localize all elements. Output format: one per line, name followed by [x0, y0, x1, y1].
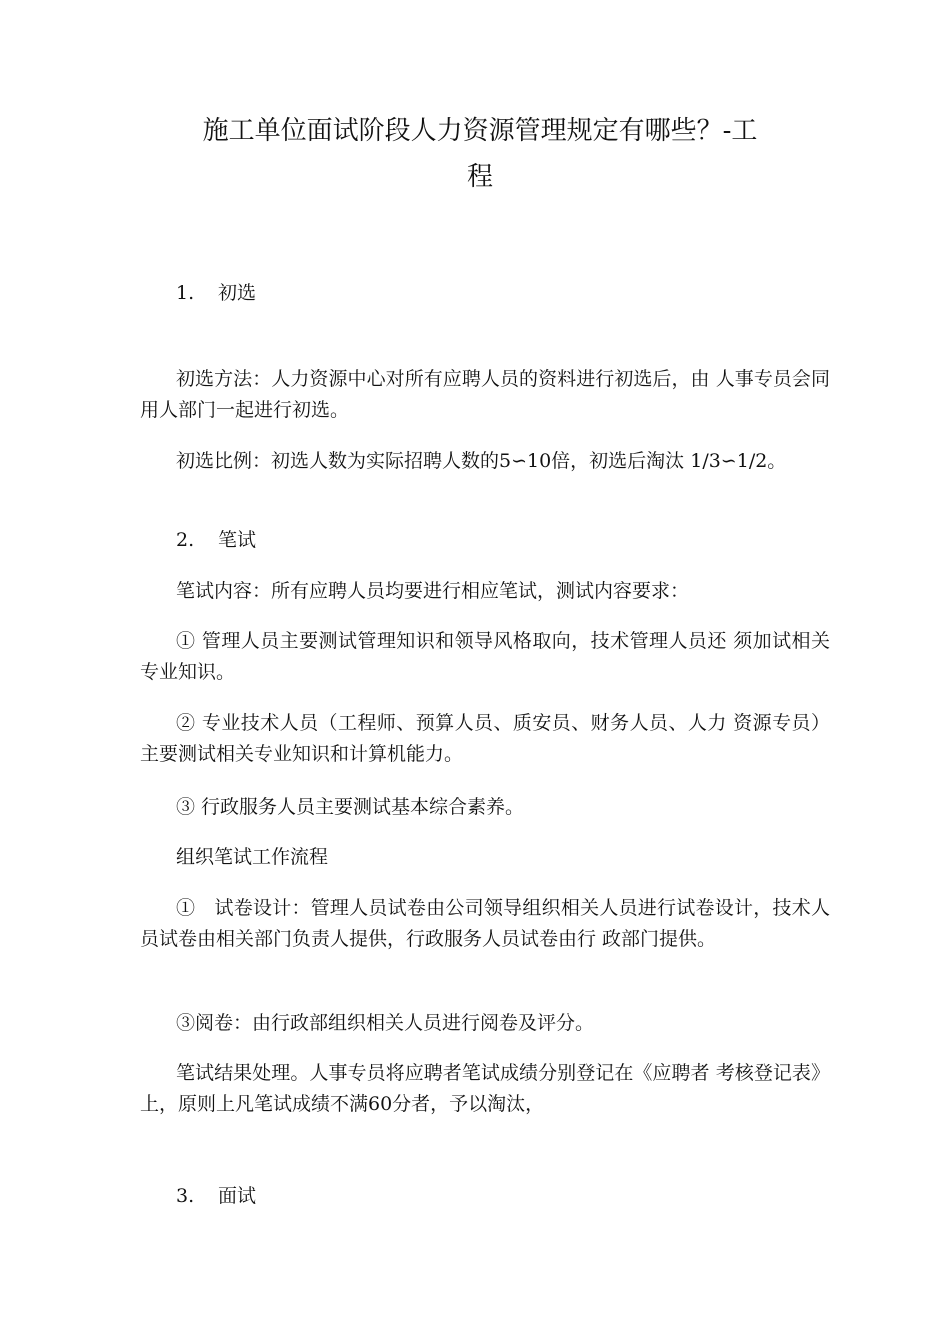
paragraph-management-test: ① 管理人员主要测试管理知识和领导风格取向，技术管理人员还 须加试相关专业知识。 — [140, 630, 830, 683]
title-line-1: 施工单位面试阶段人力资源管理规定有哪些？-工 — [202, 116, 758, 146]
section-number: 1. — [176, 282, 195, 304]
paragraph-screening-method: 初选方法：人力资源中心对所有应聘人员的资料进行初选后，由 人事专员会同用人部门一起进行初选。 — [140, 368, 830, 421]
section-number: 3. — [176, 1185, 195, 1207]
section-heading-3 — [176, 1181, 256, 1212]
section-label: 笔试 — [218, 529, 257, 551]
paragraph-exam-results: 笔试结果处理。人事专员将应聘者笔试成绩分别登记在《应聘者 考核登记表》上，原则上凡笔试成绩不满60分者，予以淘汰， — [140, 1062, 830, 1115]
paragraph-screening-ratio: 初选比例：初选人数为实际招聘人数的5∽10倍，初选后淘汰 1/3∽1/2。 — [176, 450, 787, 472]
section-heading-2 — [176, 525, 256, 556]
section-number: 2. — [176, 529, 195, 551]
title-line-2: 程 — [466, 162, 493, 192]
section-label: 初选 — [218, 282, 257, 304]
paragraph-technical-test: ② 专业技术人员（工程师、预算人员、质安员、财务人员、人力 资源专员）主要测试相关专业知识和计算机能力。 — [140, 712, 830, 765]
section-heading-1 — [176, 278, 256, 309]
section-label: 面试 — [218, 1185, 257, 1207]
paragraph-exam-workflow: 组织笔试工作流程 — [176, 846, 329, 868]
document-title — [150, 108, 810, 200]
paragraph-grading: ③阅卷：由行政部组织相关人员进行阅卷及评分。 — [176, 1012, 595, 1034]
paragraph-exam-content: 笔试内容：所有应聘人员均要进行相应笔试，测试内容要求： — [176, 580, 690, 602]
paragraph-paper-design: ① 试卷设计：管理人员试卷由公司领导组织相关人员进行试卷设计，技术人员试卷由相关部门负责人提供，行政服务人员试卷由行 政部门提供。 — [140, 897, 830, 950]
paragraph-admin-test: ③ 行政服务人员主要测试基本综合素养。 — [176, 796, 525, 818]
